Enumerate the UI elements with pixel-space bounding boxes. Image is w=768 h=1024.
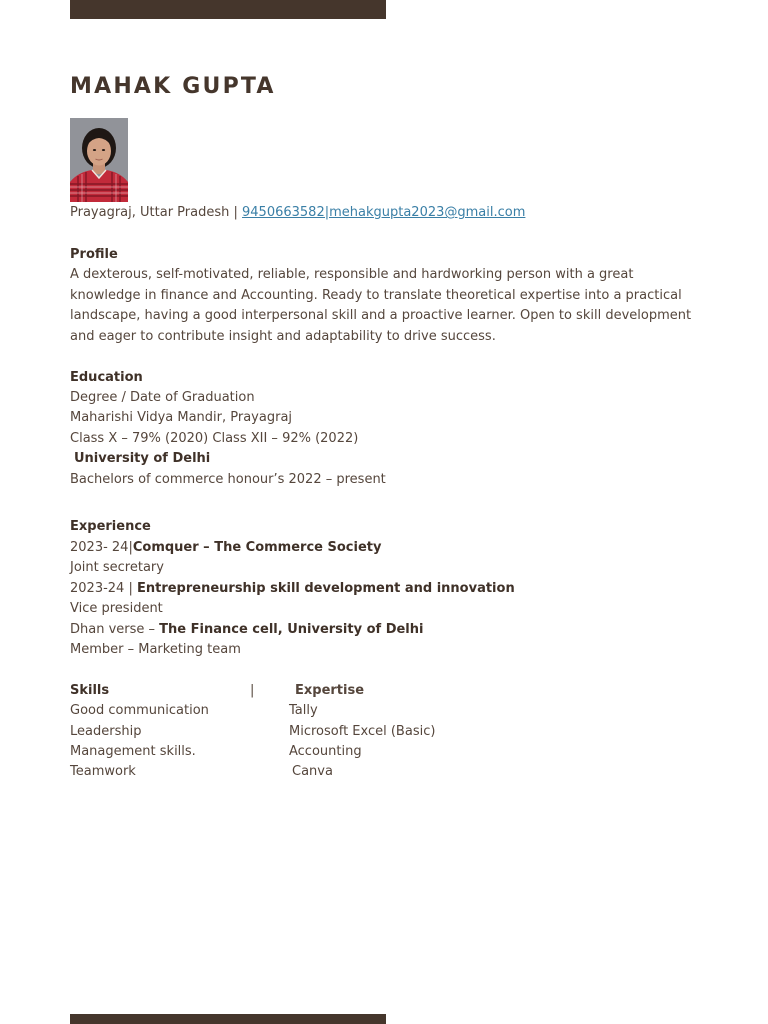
experience-item-3-role: Member – Marketing team <box>70 642 241 657</box>
contact-separator: | <box>229 205 243 220</box>
experience-item-3-prefix: Dhan verse – <box>70 622 160 637</box>
expertise-item: Canva <box>292 764 333 779</box>
bottom-decorative-bar <box>70 1014 386 1024</box>
experience-item-1 <box>70 538 381 558</box>
experience-item-3-org: The Finance cell, University of Delhi <box>159 622 424 637</box>
profile-photo-image <box>70 118 128 202</box>
location: Prayagraj, Uttar Pradesh <box>70 205 230 220</box>
experience-item-1-date: 2023- 24| <box>70 540 133 555</box>
expertise-item: Microsoft Excel (Basic) <box>289 724 436 739</box>
skill-item: Good communication <box>70 703 209 718</box>
education-class-results: Class X – 79% (2020) Class XII – 92% (2022) <box>70 431 359 446</box>
profile-summary: A dexterous, self-motivated, reliable, responsible and hardworking person with a great knowledge in finance and Accounting. Ready to translate theoretical expertise into a practical landscape, having a good interpersonal skill and a proactive learner. Open to skill development and eager to contribute insight and adaptability to drive success. <box>70 267 692 344</box>
experience-item-1-role: Joint secretary <box>70 560 164 575</box>
candidate-name: MAHAK GUPTA <box>70 74 276 99</box>
experience-item-3 <box>70 620 423 640</box>
education-degree-label: Degree / Date of Graduation <box>70 390 255 405</box>
skill-item: Management skills. <box>70 744 196 759</box>
phone-email-link[interactable]: 9450663582|mehakgupta2023@gmail.com <box>242 205 526 220</box>
expertise-item: Accounting <box>289 744 362 759</box>
contact-line <box>70 203 525 223</box>
experience-item-2 <box>70 579 515 599</box>
skill-item: Teamwork <box>70 764 136 779</box>
skill-item: Leadership <box>70 724 142 739</box>
experience-item-2-org: Entrepreneurship skill development and innovation <box>136 581 515 596</box>
education-heading: Education <box>70 370 143 385</box>
education-school: Maharishi Vidya Mandir, Prayagraj <box>70 410 293 425</box>
skills-heading: Skills <box>70 683 110 698</box>
experience-item-1-org: Comquer – The Commerce Society <box>132 540 382 555</box>
expertise-heading: Expertise <box>295 683 365 698</box>
education-degree: Bachelors of commerce honour’s 2022 – present <box>70 472 386 487</box>
profile-heading: Profile <box>70 247 118 262</box>
expertise-item: Tally <box>289 703 318 718</box>
experience-item-2-date: 2023-24 | <box>70 581 137 596</box>
skills-divider: | <box>250 683 255 698</box>
experience-heading: Experience <box>70 519 151 534</box>
top-decorative-bar <box>70 0 386 19</box>
profile-photo <box>70 118 128 202</box>
education-university: University of Delhi <box>74 451 211 466</box>
experience-item-2-role: Vice president <box>70 601 163 616</box>
